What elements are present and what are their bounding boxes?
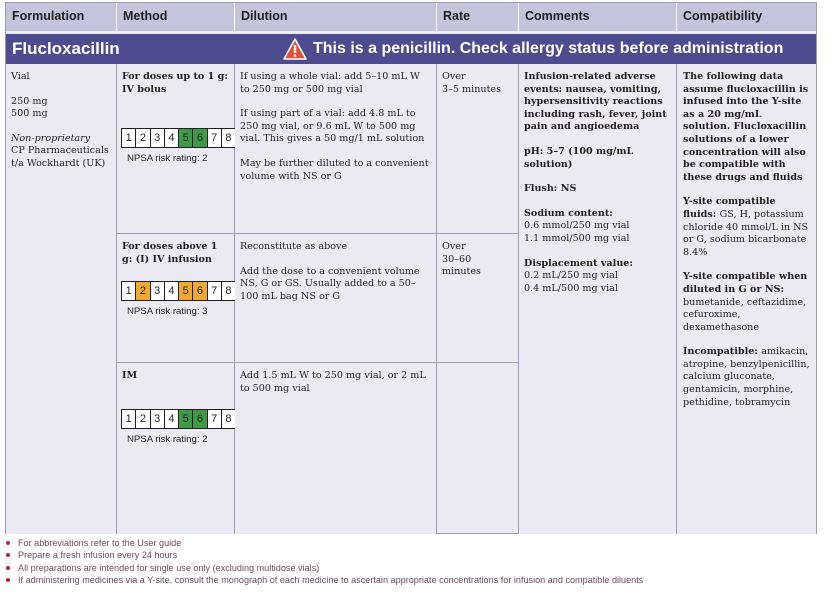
npsa-box: 8	[225, 413, 232, 425]
npsa-box: 1	[122, 282, 136, 300]
note-item: Prepare a fresh infusion every 24 hours	[6, 549, 826, 561]
adverse-events: Infusion-related adverse events: nausea, vomiting, hypersensitivity reactions including rash, fever, joint pain and angioedema	[524, 71, 667, 133]
npsa-box: 8	[225, 132, 232, 144]
npsa-rating: NPSA risk rating: 2	[127, 153, 208, 164]
formulation-cell	[6, 64, 116, 534]
npsa-scale	[121, 281, 236, 301]
monograph-table	[5, 2, 817, 534]
header-formulation: Formulation	[6, 3, 117, 31]
note-item: All preparations are intended for single use only (excluding multidose vials)	[6, 562, 826, 574]
header-comments: Comments	[519, 3, 677, 31]
rate-iv-bolus	[437, 64, 518, 233]
header-dilution: Dilution	[235, 3, 437, 31]
drug-banner	[6, 34, 816, 64]
ph-value: pH: 5–7 (100 mg/mL solution)	[524, 145, 634, 170]
npsa-box: 3	[151, 129, 165, 147]
npsa-rating: NPSA risk rating: 2	[127, 434, 208, 445]
manufacturer: CP Pharmaceuticals t/a Wockhardt (UK)	[11, 145, 109, 169]
sodium-title: Sodium content:	[524, 207, 613, 219]
fluids-list: GS, H, potassium chloride 40 mmol/L in NS or G, sodium bicarbonate 8.4%	[683, 208, 809, 258]
npsa-box: 6	[193, 129, 207, 147]
npsa-box: 2	[136, 129, 150, 147]
compatibility-intro: The following data assume flucloxacillin is infused into the Y-site as a 20 mg/mL solution. Flucloxacillin solutions of a lower concentration will also be compatible with these drugs and fluids	[683, 71, 809, 183]
npsa-scale	[121, 128, 236, 148]
header-rate: Rate	[437, 3, 519, 31]
npsa-rating: NPSA risk rating: 3	[127, 306, 208, 317]
compatibility-cell	[677, 64, 816, 534]
npsa-box: 3	[151, 410, 165, 428]
displacement-values: 0.2 mL/250 mg vial 0.4 mL/500 mg vial	[524, 270, 618, 294]
npsa-box: 5	[179, 282, 193, 300]
dilution-iv-infusion	[235, 234, 436, 362]
method-iv-infusion: For doses above 1 g: (I) IV infusion	[117, 234, 234, 362]
formulation-strengths: 250 mg 500 mg	[11, 95, 48, 120]
note-item: For abbreviations refer to the User guide	[6, 537, 826, 549]
diluted-title: Y-site compatible when diluted in G or NS:	[683, 271, 808, 295]
dilution-text: Add 1.5 mL W to 250 mg vial, or 2 mL to 500 mg vial	[240, 370, 426, 394]
dilution-text: If using a whole vial: add 5–10 mL W to 250 mg or 500 mg vial	[240, 71, 420, 95]
dilution-iv-bolus	[235, 64, 436, 233]
dilution-text: Add the dose to a convenient volume NS, G or GS. Usually added to a 50–100 mL bag NS or G	[240, 265, 420, 302]
note-item: If administering medicines via a Y-site, consult the monograph of each medicine to ascertain appropriate concentrations for infusion and compatible diluents	[6, 574, 826, 586]
flush-info: Flush: NS	[524, 183, 577, 195]
npsa-box: 8	[225, 285, 232, 297]
rate-iv-infusion	[437, 234, 518, 362]
npsa-box: 6	[193, 410, 207, 428]
dilution-im	[235, 363, 436, 534]
npsa-box: 5	[179, 129, 193, 147]
npsa-box: 6	[193, 282, 207, 300]
diluted-list: bumetanide, ceftazidime, cefuroxime, dexamethasone	[683, 296, 807, 333]
method-im: IM	[117, 363, 234, 534]
npsa-box: 2	[136, 410, 150, 428]
rate-text: Over 3–5 minutes	[442, 71, 502, 95]
npsa-box: 7	[208, 129, 222, 147]
displacement-title: Displacement value:	[524, 257, 633, 269]
npsa-box: 4	[165, 282, 179, 300]
header-method: Method	[117, 3, 235, 31]
npsa-box: 7	[208, 410, 222, 428]
fluids-title: Y-site compatible fluids:	[683, 196, 776, 220]
dilution-text: If using part of a vial: add 4.8 mL to 250 mg vial, or 9.6 mL W to 500 mg vial. This gives a 50 mg/1 mL solution	[240, 108, 425, 145]
npsa-box: 2	[136, 282, 150, 300]
sodium-values: 0.6 mmol/250 mg vial 1.1 mmol/500 mg vial	[524, 220, 630, 244]
npsa-box: 1	[122, 410, 136, 428]
incompatible-title: Incompatible:	[683, 346, 758, 358]
header-compatibility: Compatibility	[677, 3, 816, 31]
allergy-warning: This is a penicillin. Check allergy status before administration	[313, 40, 784, 57]
incompatible-list: amikacin, atropine, benzylpenicillin, calcium gluconate, gentamicin, morphine, pethidine, tobramycin	[683, 346, 810, 408]
npsa-box: 5	[179, 410, 193, 428]
npsa-box: 3	[151, 282, 165, 300]
drug-name: Flucloxacillin	[12, 39, 120, 58]
footer-notes	[6, 537, 826, 587]
npsa-box: 7	[208, 282, 222, 300]
formulation-type: Vial	[11, 71, 30, 82]
comments-cell	[519, 64, 676, 534]
warning-triangle-icon	[283, 38, 307, 60]
npsa-scale	[121, 409, 236, 429]
dilution-text: May be further diluted to a convenient volume with NS or G	[240, 157, 429, 182]
npsa-box: 1	[122, 129, 136, 147]
dilution-text: Reconstitute as above	[240, 241, 348, 252]
npsa-box: 4	[165, 410, 179, 428]
npsa-box: 4	[165, 129, 179, 147]
method-iv-bolus: For doses up to 1 g: IV bolus	[117, 64, 234, 233]
rate-text: Over 30–60 minutes	[442, 241, 481, 278]
proprietary-status: Non-proprietary	[11, 132, 91, 144]
